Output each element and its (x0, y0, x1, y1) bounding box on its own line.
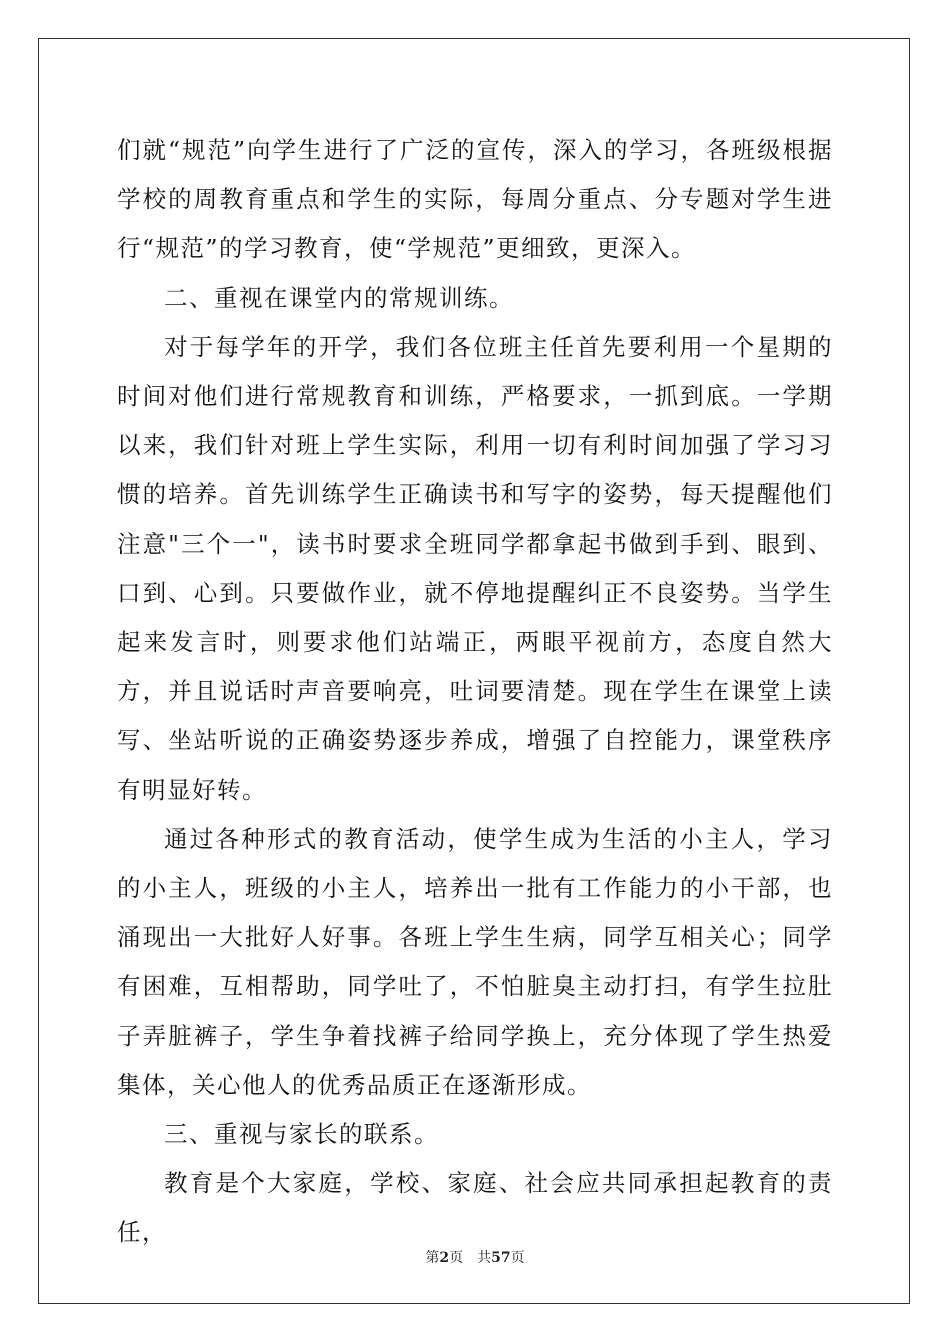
total-pages: 57 (491, 1250, 511, 1266)
paragraph-family-education: 教育是个大家庭，学校、家庭、社会应共同承担起教育的责任， (117, 1169, 833, 1247)
page-footer (0, 1249, 950, 1267)
paragraph-education-activities: 通过各种形式的教育活动，使学生成为生活的小主人，学习的小主人，班级的小主人，培养出一批有工作能力的小干部，也涌现出一大批好人好事。各班上学生生病，同学互相关心；同学有困难，互相帮助，同学吐了，不怕脏臭主动打扫，有学生拉肚子弄脏裤子，学生争着找裤子给同学换上，充分体现了学生热爱集体，关心他人的优秀品质正在逐渐形成。 (117, 824, 833, 1099)
total-prefix: 共 (477, 1250, 492, 1266)
page-suffix: 页 (449, 1250, 464, 1266)
section-heading-2: 二、重视在课堂内的常规训练。 (164, 283, 514, 312)
paragraph-routine-training: 对于每学年的开学，我们各位班主任首先要利用一个星期的时间对他们进行常规教育和训练，严格要求，一抓到底。一学期以来，我们针对班上学生实际，利用一切有利时间加强了学习习惯的培养。首先训练学生正确读书和写字的姿势，每天提醒他们注意"三个一"，读书时要求全班同学都拿起书做到手到、眼到、口到、心到。只要做作业，就不停地提醒纠正不良姿势。当学生起来发言时，则要求他们站端正，两眼平视前方，态度自然大方，并且说话时声音要响亮，吐词要清楚。现在学生在课堂上读写、坐站听说的正确姿势逐步养成，增强了自控能力，课堂秩序有明显好转。 (117, 332, 833, 804)
total-suffix: 页 (510, 1250, 525, 1266)
document-body (117, 126, 833, 1258)
page-number: 2 (439, 1250, 450, 1266)
page-prefix: 第 (425, 1250, 440, 1266)
paragraph-continued: 们就“规范”向学生进行了广泛的宣传，深入的学习，各班级根据学校的周教育重点和学生的实际，每周分重点、分专题对学生进行“规范”的学习教育，使“学规范”更细致，更深入。 (117, 136, 833, 263)
section-heading-3: 三、重视与家长的联系。 (164, 1120, 439, 1149)
